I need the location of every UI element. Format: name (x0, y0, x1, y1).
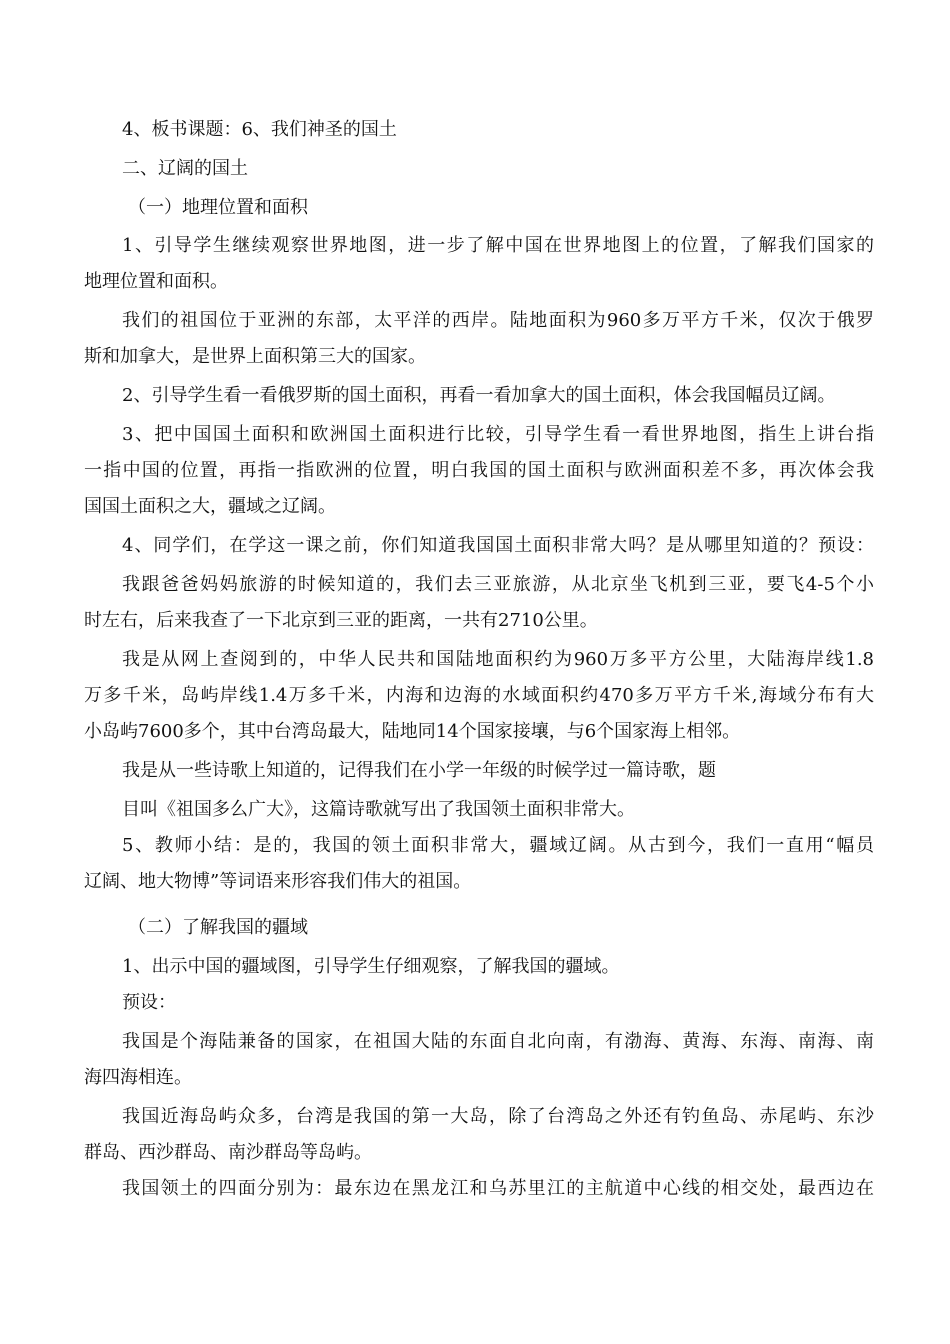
line-9: 3、把中国国土面积和欧洲国土面积进行比较，引导学生看一看世界地图，指生上讲台指 (122, 424, 874, 445)
line-17: 小岛屿7600多个，其中台湾岛最大，陆地同14个国家接壤，与6个国家海上相邻。 (84, 721, 741, 742)
line-18: 我是从一些诗歌上知道的，记得我们在小学一年级的时候学过一篇诗歌，题 (122, 760, 716, 781)
line-5: 地理位置和面积。 (84, 271, 228, 292)
line-28: 群岛、西沙群岛、南沙群岛等岛屿。 (84, 1142, 372, 1163)
subsection-heading-2: （二）了解我国的疆域 (128, 917, 308, 938)
line-1: 4、板书课题：6、我们神圣的国土 (122, 119, 397, 140)
line-8: 2、引导学生看一看俄罗斯的国土面积，再看一看加拿大的国土面积，体会我国幅员辽阔。 (122, 385, 836, 406)
line-20: 5、教师小结：是的，我国的领土面积非常大，疆域辽阔。从古到今，我们一直用“幅员 (122, 835, 874, 856)
line-4: 1、引导学生继续观察世界地图，进一步了解中国在世界地图上的位置，了解我们国家的 (122, 235, 874, 256)
line-27: 我国近海岛屿众多，台湾是我国的第一大岛，除了台湾岛之外还有钓鱼岛、赤尾屿、东沙 (122, 1106, 874, 1127)
line-24: 预设： (122, 992, 176, 1013)
line-13: 我跟爸爸妈妈旅游的时候知道的，我们去三亚旅游，从北京坐飞机到三亚，要飞4-5个小 (122, 574, 874, 595)
line-25: 我国是个海陆兼备的国家，在祖国大陆的东面自北向南，有渤海、黄海、东海、南海、南 (122, 1031, 874, 1052)
line-19: 目叫《祖国多么广大》，这篇诗歌就写出了我国领土面积非常大。 (122, 799, 635, 820)
line-16: 万多千米，岛屿岸线1.4万多千米，内海和边海的水域面积约470多万平方千米,海域分布有大 (84, 685, 874, 706)
line-26: 海四海相连。 (84, 1067, 192, 1088)
line-15: 我是从网上查阅到的，中华人民共和国陆地面积约为960万多平方公里，大陆海岸线1.8 (122, 649, 874, 670)
line-21: 辽阔、地大物博”等词语来形容我们伟大的祖国。 (84, 871, 472, 892)
line-23: 1、出示中国的疆域图，引导学生仔细观察，了解我国的疆域。 (122, 956, 620, 977)
line-6: 我们的祖国位于亚洲的东部，太平洋的西岸。陆地面积为960多万平方千米，仅次于俄罗 (122, 310, 874, 331)
line-10: 一指中国的位置，再指一指欧洲的位置，明白我国的国土面积与欧洲面积差不多，再次体会我 (84, 460, 874, 481)
line-29: 我国领土的四面分别为：最东边在黑龙江和乌苏里江的主航道中心线的相交处，最西边在 (122, 1178, 874, 1199)
section-heading-2: 二、辽阔的国土 (122, 158, 248, 179)
subsection-heading-1: （一）地理位置和面积 (128, 197, 308, 218)
line-11: 国国土面积之大，疆域之辽阔。 (84, 496, 336, 517)
line-12: 4、同学们，在学这一课之前，你们知道我国国土面积非常大吗？是从哪里知道的？预设： (122, 535, 874, 556)
line-7: 斯和加拿大，是世界上面积第三大的国家。 (84, 346, 426, 367)
line-14: 时左右，后来我查了一下北京到三亚的距离，一共有2710公里。 (84, 610, 598, 631)
